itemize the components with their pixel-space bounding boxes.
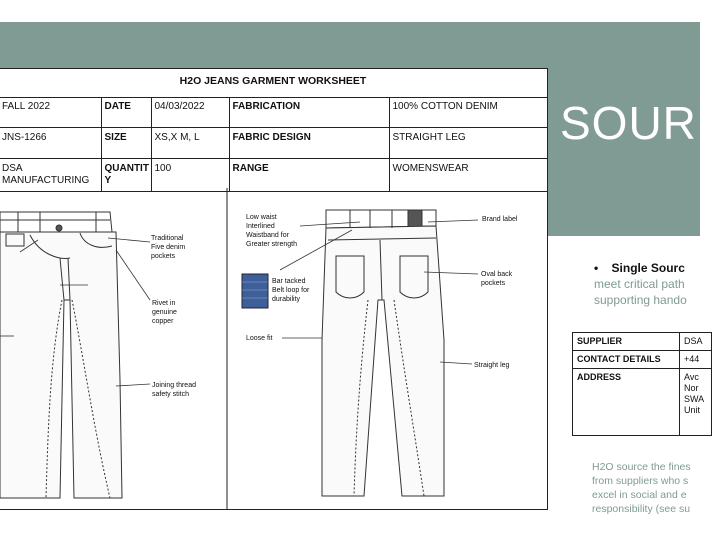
date-value: 04/03/2022	[151, 97, 229, 128]
callout-brand-label: Brand label	[482, 216, 518, 223]
back-jeans-drawing	[322, 210, 444, 496]
footer-line-4: responsibility (see su	[592, 503, 691, 515]
denim-swatch	[242, 274, 268, 308]
date-label: DATE	[101, 97, 151, 128]
callout-rivet: Rivet in genuine copper	[152, 300, 177, 325]
callout-loose-fit: Loose fit	[246, 335, 273, 342]
fabrication-value: 100% COTTON DENIM	[389, 97, 547, 128]
manufacturer-cell: DSA MANUFACTURING	[0, 159, 101, 192]
address-label: ADDRESS	[573, 369, 680, 436]
style-code-cell: JNS-1266	[0, 128, 101, 159]
season-cell: FALL 2022	[0, 97, 101, 128]
callout-bar-tacked: Bar tacked Belt loop for durability	[272, 278, 310, 303]
fabrication-label: FABRICATION	[229, 97, 389, 128]
bullet-text-line-3: supporting hando	[594, 293, 687, 307]
callout-joining-thread: Joining thread safety stitch	[152, 382, 196, 398]
callout-traditional-pockets: Traditional Five denim pockets	[151, 235, 186, 260]
fabric-design-value: STRAIGHT LEG	[389, 128, 547, 159]
supplier-label: SUPPLIER	[573, 333, 680, 351]
table-row	[573, 351, 712, 369]
size-label: SIZE	[101, 128, 151, 159]
callout-straight-leg: Straight leg	[474, 362, 510, 369]
size-value: XS,X M, L	[151, 128, 229, 159]
supplier-value: DSA	[680, 333, 712, 351]
range-value: WOMENSWEAR	[389, 159, 547, 192]
footer-line-2: from suppliers who s	[592, 475, 689, 487]
single-source-bullet	[594, 261, 685, 275]
worksheet-title: H2O JEANS GARMENT WORKSHEET	[0, 69, 547, 98]
quantity-value: 100	[151, 159, 229, 192]
table-row	[573, 369, 712, 436]
bullet-text-line-2: meet critical path	[594, 277, 685, 291]
footer-line-3: excel in social and e	[592, 489, 687, 501]
front-jeans-drawing	[0, 212, 122, 498]
callout-low-waist: Low waist Interlined Waistband for Greater strength	[246, 214, 297, 248]
fabric-design-label: FABRIC DESIGN	[229, 128, 389, 159]
bullet-dot: •	[594, 261, 599, 275]
slide-heading: SOUR	[560, 97, 697, 149]
contact-value: +44	[680, 351, 712, 369]
quantity-label: QUANTIT Y	[101, 159, 151, 192]
footer-line-1: H2O source the fines	[592, 461, 691, 473]
range-label: RANGE	[229, 159, 389, 192]
supplier-table	[572, 332, 712, 436]
callout-oval-pockets: Oval back pockets	[481, 271, 513, 287]
address-value: Avc Nor SWA Unit	[680, 369, 712, 436]
bullet-heading: Single Sourc	[611, 261, 685, 275]
contact-label: CONTACT DETAILS	[573, 351, 680, 369]
table-row	[573, 333, 712, 351]
slide-title-panel	[548, 68, 700, 236]
